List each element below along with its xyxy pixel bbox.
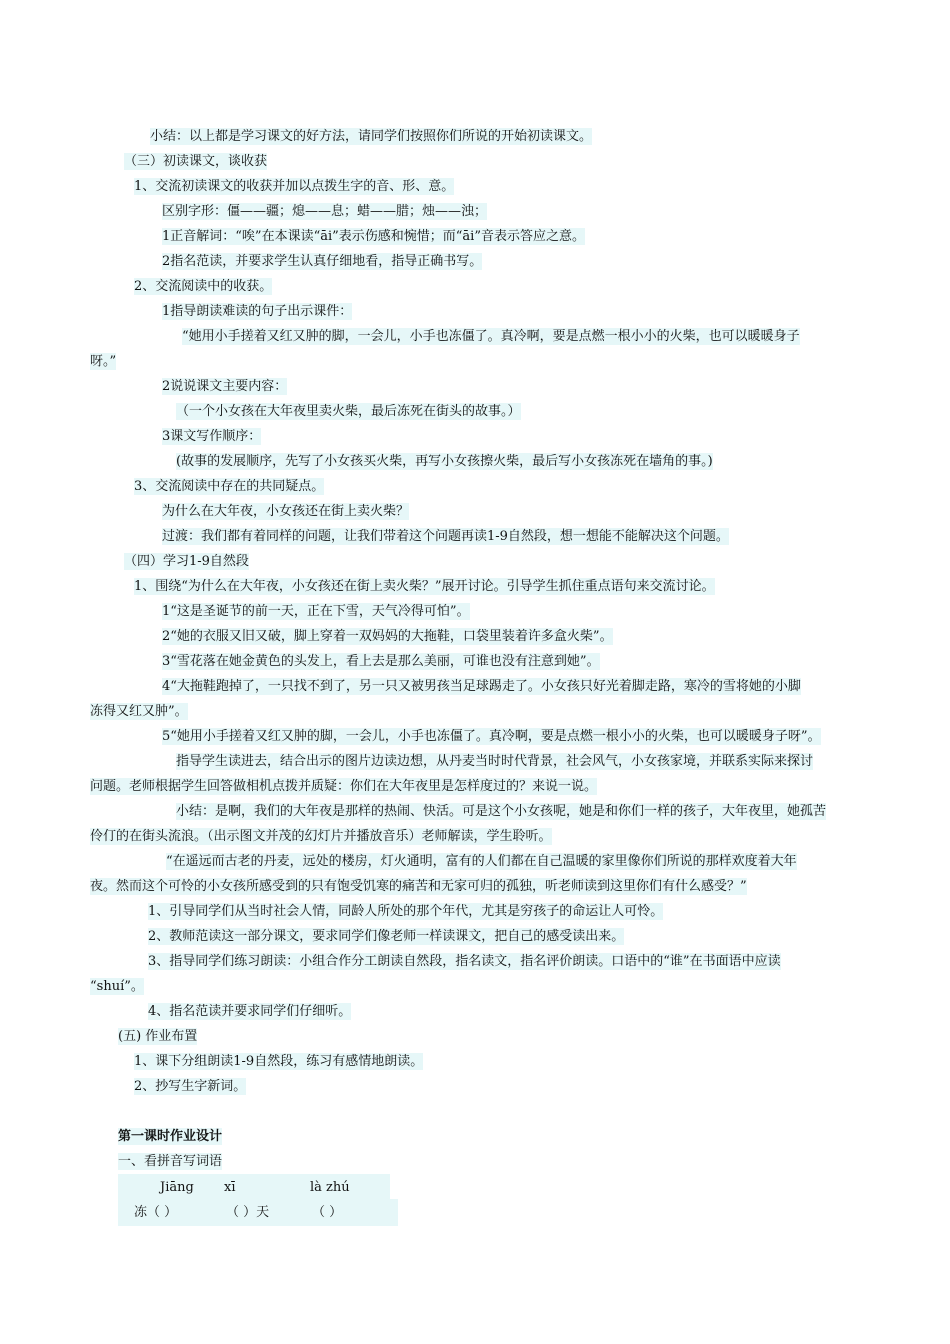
text-line bbox=[90, 749, 880, 774]
homework-heading-text: 第一课时作业设计 bbox=[118, 1129, 223, 1144]
text-line bbox=[90, 174, 880, 199]
text-line-content: 4、指名范读并要求同学们仔细听。 bbox=[148, 1004, 352, 1019]
homework-question-1-text: 一、看拼音写词语 bbox=[118, 1154, 223, 1169]
homework-heading bbox=[90, 1124, 880, 1149]
text-line-content: 2、抄写生字新词。 bbox=[134, 1079, 247, 1094]
text-line bbox=[90, 349, 880, 374]
pinyin-jiang: Jiāng bbox=[118, 1174, 224, 1201]
text-line-content: （三）初读课文，谈收获 bbox=[124, 154, 268, 169]
text-line-content: 伶仃的在街头流浪。（出示图文并茂的幻灯片并播放音乐）老师解读，学生聆听。 bbox=[90, 829, 552, 844]
text-line-content: （四）学习1-9自然段 bbox=[124, 554, 249, 569]
text-line-content: 为什么在大年夜，小女孩还在街上卖火柴？ bbox=[162, 504, 410, 519]
text-line-content: 呀。” bbox=[90, 354, 117, 369]
text-line-content: 冻得又红又肿”。 bbox=[90, 704, 188, 719]
blank-la-zhu: （ ） bbox=[312, 1199, 398, 1226]
text-line-content: “她用小手搓着又红又肿的脚，一会儿，小手也冻僵了。真冷啊，要是点燃一根小小的火柴，也可以暖暖身子 bbox=[182, 329, 800, 344]
text-line-content: 2说说课文主要内容： bbox=[162, 379, 288, 394]
text-line-content: 1、交流初读课文的收获并加以点拨生字的音、形、意。 bbox=[134, 179, 455, 194]
text-line bbox=[90, 524, 880, 549]
text-line-content: 2“她的衣服又旧又破，脚上穿着一双妈妈的大拖鞋，口袋里装着许多盒火柴”。 bbox=[162, 629, 613, 644]
text-line-content: 3“雪花落在她金黄色的头发上，看上去是那么美丽，可谁也没有注意到她”。 bbox=[162, 654, 600, 669]
text-line bbox=[90, 399, 880, 424]
text-line-content: 1、课下分组朗读1-9自然段，练习有感情地朗读。 bbox=[134, 1054, 424, 1069]
text-line bbox=[90, 874, 880, 899]
text-line bbox=[90, 649, 880, 674]
text-line bbox=[90, 1049, 880, 1074]
pinyin-xi: xī bbox=[224, 1174, 310, 1201]
text-line bbox=[90, 599, 880, 624]
text-line-content: 1“这是圣诞节的前一天，正在下雪，天气冷得可怕”。 bbox=[162, 604, 470, 619]
pinyin-la-zhu: là zhú bbox=[310, 1174, 390, 1201]
text-line bbox=[90, 549, 880, 574]
text-line bbox=[90, 274, 880, 299]
text-line bbox=[90, 324, 880, 349]
text-line bbox=[90, 1024, 880, 1049]
text-line bbox=[90, 949, 880, 974]
text-line bbox=[90, 999, 880, 1024]
text-line-content: （一个小女孩在大年夜里卖火柴，最后冻死在街头的故事。） bbox=[176, 404, 521, 419]
text-line bbox=[90, 449, 880, 474]
text-line-content: “在遥远而古老的丹麦，远处的楼房，灯火通明，富有的人们都在自己温暖的家里像你们所说的那样欢度着大年 bbox=[166, 854, 797, 869]
text-line bbox=[90, 199, 880, 224]
spacer bbox=[90, 1099, 880, 1124]
text-line-content: 2、交流阅读中的收获。 bbox=[134, 279, 273, 294]
text-line-content: 1正音解词：“唉”在本课读“āi”表示伤感和惋惜；而“āi”音表示答应之意。 bbox=[162, 229, 585, 244]
text-line bbox=[90, 799, 880, 824]
text-line bbox=[90, 899, 880, 924]
text-line bbox=[90, 724, 880, 749]
text-line-content: 3课文写作顺序： bbox=[162, 429, 262, 444]
text-line-content: (五) 作业布置 bbox=[118, 1029, 198, 1044]
text-line bbox=[90, 249, 880, 274]
blank-dong: 冻（ ） bbox=[118, 1199, 226, 1226]
text-line-content: 1、引导同学们从当时社会人情，同龄人所处的那个年代，尤其是穷孩子的命运让人可怜。 bbox=[148, 904, 664, 919]
text-line-content: 1指导朗读难读的句子出示课件： bbox=[162, 304, 353, 319]
text-line-content: 2、教师范读这一部分课文，要求同学们像老师一样读课文，把自己的感受读出来。 bbox=[148, 929, 625, 944]
text-line bbox=[90, 924, 880, 949]
text-line-content: 过渡：我们都有着同样的问题，让我们带着这个问题再读1-9自然段，想一想能不能解决这个问题。 bbox=[162, 529, 729, 544]
text-line bbox=[90, 674, 880, 699]
text-line bbox=[90, 474, 880, 499]
text-line bbox=[90, 124, 880, 149]
text-line bbox=[90, 1074, 880, 1099]
text-line-content: 问题。老师根据学生回答做相机点拨并质疑：你们在大年夜里是怎样度过的？来说一说。 bbox=[90, 779, 598, 794]
text-line-content: 区别字形：僵——疆；熄——息；蜡——腊；烛——浊； bbox=[162, 204, 488, 219]
text-line bbox=[90, 224, 880, 249]
text-line-content: 2指名范读，并要求学生认真仔细地看，指导正确书写。 bbox=[162, 254, 483, 269]
text-line-content: 指导学生读进去，结合出示的图片边读边想，从丹麦当时时代背景，社会风气，小女孩家境，并联系实际来探讨 bbox=[176, 754, 814, 769]
text-line-content: 夜。然而这个可怜的小女孩所感受到的只有饱受饥寒的痛苦和无家可归的孤独，听老师读到这里你们有什么感受？” bbox=[90, 879, 747, 894]
text-line-content: 小结：是啊，我们的大年夜是那样的热闹、快活。可是这个小女孩呢，她是和你们一样的孩子，大年夜里，她孤苦 bbox=[176, 804, 827, 819]
text-line bbox=[90, 774, 880, 799]
text-line-content: 4“大拖鞋跑掉了，一只找不到了，另一只又被男孩当足球踢走了。小女孩只好光着脚走路，寒冷的雪将她的小脚 bbox=[162, 679, 801, 694]
pinyin-row bbox=[90, 1174, 880, 1199]
text-line-content: 5“她用小手搓着又红又肿的脚，一会儿，小手也冻僵了。真冷啊，要是点燃一根小小的火柴，也可以暖暖身子呀”。 bbox=[162, 729, 821, 744]
text-line bbox=[90, 624, 880, 649]
text-line-content: “shuí”。 bbox=[90, 979, 144, 994]
text-line bbox=[90, 499, 880, 524]
text-line bbox=[90, 574, 880, 599]
text-line-content: 小结：以上都是学习课文的好方法，请同学们按照你们所说的开始初读课文。 bbox=[150, 129, 593, 144]
text-line bbox=[90, 299, 880, 324]
text-line-content: (故事的发展顺序，先写了小女孩买火柴，再写小女孩擦火柴，最后写小女孩冻死在墙角的事。) bbox=[176, 454, 713, 469]
homework-question-1 bbox=[90, 1149, 880, 1174]
blank-row bbox=[90, 1199, 880, 1224]
text-line-content: 1、围绕“为什么在大年夜，小女孩还在街上卖火柴？”展开讨论。引导学生抓住重点语句来交流讨论。 bbox=[134, 579, 715, 594]
text-line bbox=[90, 824, 880, 849]
text-line bbox=[90, 424, 880, 449]
blank-tian: （ ）天 bbox=[226, 1199, 312, 1226]
text-line-content: 3、指导同学们练习朗读：小组合作分工朗读自然段，指名读文，指名评价朗读。口语中的“谁”在书面语中应读 bbox=[148, 954, 781, 969]
text-line-content: 3、交流阅读中存在的共同疑点。 bbox=[134, 479, 325, 494]
lesson-plan-body bbox=[90, 124, 880, 1099]
text-line bbox=[90, 849, 880, 874]
text-line bbox=[90, 374, 880, 399]
text-line bbox=[90, 699, 880, 724]
document-page bbox=[90, 124, 880, 1224]
text-line bbox=[90, 974, 880, 999]
text-line bbox=[90, 149, 880, 174]
